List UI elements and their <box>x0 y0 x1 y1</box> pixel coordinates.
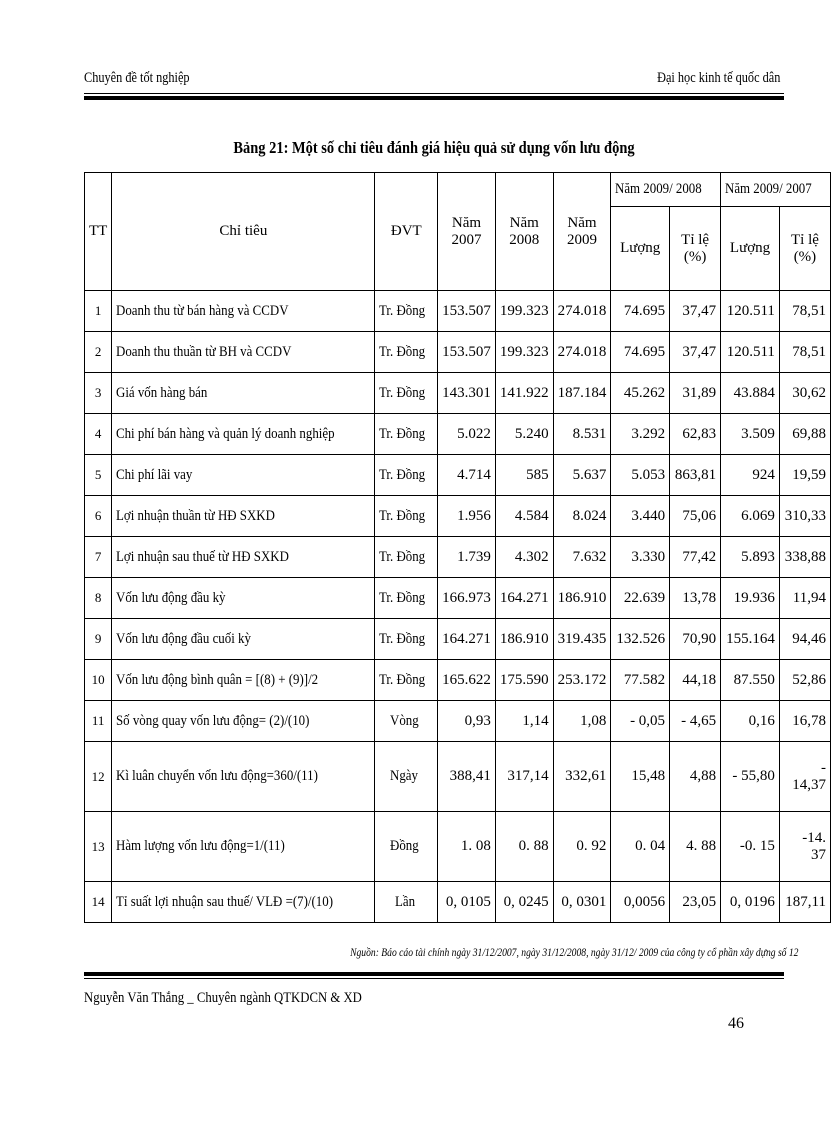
table-row <box>85 373 831 414</box>
cell-amount-1: 22.639 <box>611 578 670 619</box>
cell-2009: 7.632 <box>553 537 611 578</box>
cell-amount-1: 5.053 <box>611 455 670 496</box>
cell-unit: Tr. Đồng <box>375 660 438 701</box>
header-rule-thick <box>84 96 784 100</box>
cell-unit: Tr. Đồng <box>375 455 438 496</box>
cell-2009: 253.172 <box>553 660 611 701</box>
cell-2008: 0. 88 <box>495 812 553 882</box>
table-row <box>85 414 831 455</box>
cell-ratio-1: 75,06 <box>670 496 721 537</box>
cell-ratio-2: 30,62 <box>779 373 830 414</box>
cell-amount-1: 3.292 <box>611 414 670 455</box>
col-2009: Năm 2009 <box>553 173 611 291</box>
table-row <box>85 578 831 619</box>
cell-ratio-2: 338,88 <box>779 537 830 578</box>
cell-unit: Tr. Đồng <box>375 578 438 619</box>
cell-tt: 2 <box>85 332 112 373</box>
header-rule-thin <box>84 93 784 94</box>
col-group-2009-2008: Năm 2009/ 2008 <box>611 173 721 207</box>
cell-amount-1: 15,48 <box>611 742 670 812</box>
cell-ratio-2: 11,94 <box>779 578 830 619</box>
cell-2007: 388,41 <box>438 742 496 812</box>
cell-ratio-1: - 4,65 <box>670 701 721 742</box>
cell-indicator: Giá vốn hàng bán <box>112 373 375 414</box>
table-body <box>85 291 831 923</box>
col-ratio-1: Tỉ lệ (%) <box>670 207 721 291</box>
cell-ratio-2: - 14,37 <box>779 742 830 812</box>
col-group-2009-2007: Năm 2009/ 2007 <box>721 173 831 207</box>
cell-amount-1: - 0,05 <box>611 701 670 742</box>
cell-2009: 274.018 <box>553 291 611 332</box>
cell-ratio-2: 187,11 <box>779 882 830 923</box>
footer-rule-thick <box>84 972 784 976</box>
cell-indicator: Vốn lưu động đầu kỳ <box>112 578 375 619</box>
table-row <box>85 812 831 882</box>
cell-amount-2: 6.069 <box>721 496 780 537</box>
cell-unit: Tr. Đồng <box>375 619 438 660</box>
cell-2007: 1. 08 <box>438 812 496 882</box>
table-row <box>85 701 831 742</box>
cell-ratio-1: 62,83 <box>670 414 721 455</box>
col-2008: Năm 2008 <box>495 173 553 291</box>
table-row <box>85 496 831 537</box>
source-note: Nguồn: Báo cáo tài chính ngày 31/12/2007, ngày 31/12/2008, ngày 31/12/ 2009 của công ty cổ phần xây dựng số 12 <box>349 945 798 959</box>
cell-indicator: Lợi nhuận thuần từ HĐ SXKD <box>112 496 375 537</box>
table-title: Bảng 21: Một số chỉ tiêu đánh giá hiệu quả sử dụng vốn lưu động <box>233 138 635 157</box>
cell-amount-1: 3.330 <box>611 537 670 578</box>
cell-indicator: Lợi nhuận sau thuế từ HĐ SXKD <box>112 537 375 578</box>
cell-tt: 5 <box>85 455 112 496</box>
cell-2007: 165.622 <box>438 660 496 701</box>
cell-2009: 8.531 <box>553 414 611 455</box>
cell-amount-1: 0,0056 <box>611 882 670 923</box>
cell-2008: 4.302 <box>495 537 553 578</box>
cell-2008: 175.590 <box>495 660 553 701</box>
cell-2008: 141.922 <box>495 373 553 414</box>
cell-2007: 4.714 <box>438 455 496 496</box>
table-row <box>85 455 831 496</box>
cell-indicator: Kì luân chuyển vốn lưu động=360/(11) <box>112 742 375 812</box>
col-amount-1: Lượng <box>611 207 670 291</box>
cell-unit: Tr. Đồng <box>375 496 438 537</box>
cell-ratio-1: 4. 88 <box>670 812 721 882</box>
cell-unit: Ngày <box>375 742 438 812</box>
cell-unit: Tr. Đồng <box>375 537 438 578</box>
cell-amount-2: 924 <box>721 455 780 496</box>
cell-2009: 5.637 <box>553 455 611 496</box>
cell-amount-2: 5.893 <box>721 537 780 578</box>
cell-tt: 3 <box>85 373 112 414</box>
header-right: Đại học kinh tế quốc dân <box>656 70 780 86</box>
cell-ratio-1: 77,42 <box>670 537 721 578</box>
cell-2008: 0, 0245 <box>495 882 553 923</box>
cell-2008: 585 <box>495 455 553 496</box>
cell-tt: 4 <box>85 414 112 455</box>
cell-2008: 1,14 <box>495 701 553 742</box>
cell-ratio-1: 44,18 <box>670 660 721 701</box>
cell-ratio-1: 23,05 <box>670 882 721 923</box>
cell-amount-2: -0. 15 <box>721 812 780 882</box>
cell-tt: 11 <box>85 701 112 742</box>
cell-indicator: Doanh thu thuần từ BH và CCDV <box>112 332 375 373</box>
table-row <box>85 537 831 578</box>
cell-amount-2: 0,16 <box>721 701 780 742</box>
footer-rule-thin <box>84 978 784 979</box>
table-row <box>85 291 831 332</box>
cell-amount-2: 43.884 <box>721 373 780 414</box>
cell-2007: 153.507 <box>438 332 496 373</box>
cell-unit: Lần <box>375 882 438 923</box>
cell-2009: 8.024 <box>553 496 611 537</box>
cell-ratio-1: 70,90 <box>670 619 721 660</box>
cell-tt: 14 <box>85 882 112 923</box>
cell-ratio-1: 13,78 <box>670 578 721 619</box>
cell-2009: 186.910 <box>553 578 611 619</box>
col-2007: Năm 2007 <box>438 173 496 291</box>
cell-2009: 187.184 <box>553 373 611 414</box>
cell-amount-1: 132.526 <box>611 619 670 660</box>
cell-2007: 143.301 <box>438 373 496 414</box>
indicator-table <box>84 172 831 923</box>
cell-ratio-2: -14. 37 <box>779 812 830 882</box>
cell-2008: 4.584 <box>495 496 553 537</box>
cell-tt: 9 <box>85 619 112 660</box>
cell-unit: Tr. Đồng <box>375 373 438 414</box>
page-number: 46 <box>728 1015 744 1032</box>
cell-indicator: Số vòng quay vốn lưu động= (2)/(10) <box>112 701 375 742</box>
cell-amount-2: 3.509 <box>721 414 780 455</box>
header-left: Chuyên đề tốt nghiệp <box>84 70 190 86</box>
cell-amount-2: 155.164 <box>721 619 780 660</box>
col-tt: TT <box>85 173 112 291</box>
col-ratio-2: Tỉ lệ (%) <box>779 207 830 291</box>
cell-ratio-1: 37,47 <box>670 332 721 373</box>
cell-ratio-2: 78,51 <box>779 291 830 332</box>
cell-amount-1: 74.695 <box>611 291 670 332</box>
cell-2009: 0, 0301 <box>553 882 611 923</box>
cell-ratio-1: 37,47 <box>670 291 721 332</box>
col-unit: ĐVT <box>375 173 438 291</box>
cell-2009: 319.435 <box>553 619 611 660</box>
cell-unit: Đồng <box>375 812 438 882</box>
col-indicator: Chỉ tiêu <box>112 173 375 291</box>
cell-indicator: Chi phí lãi vay <box>112 455 375 496</box>
cell-2007: 153.507 <box>438 291 496 332</box>
cell-amount-1: 74.695 <box>611 332 670 373</box>
cell-2007: 0, 0105 <box>438 882 496 923</box>
cell-indicator: Doanh thu từ bán hàng và CCDV <box>112 291 375 332</box>
cell-indicator: Vốn lưu động bình quân = [(8) + (9)]/2 <box>112 660 375 701</box>
cell-unit: Vòng <box>375 701 438 742</box>
cell-ratio-1: 863,81 <box>670 455 721 496</box>
cell-2009: 0. 92 <box>553 812 611 882</box>
cell-amount-2: - 55,80 <box>721 742 780 812</box>
cell-tt: 8 <box>85 578 112 619</box>
cell-ratio-1: 4,88 <box>670 742 721 812</box>
cell-tt: 1 <box>85 291 112 332</box>
footer-author: Nguyễn Văn Thắng _ Chuyên ngành QTKDCN & XD <box>84 990 362 1006</box>
cell-ratio-2: 310,33 <box>779 496 830 537</box>
cell-ratio-2: 69,88 <box>779 414 830 455</box>
cell-2008: 5.240 <box>495 414 553 455</box>
cell-unit: Tr. Đồng <box>375 332 438 373</box>
cell-indicator: Vốn lưu động đầu cuối kỳ <box>112 619 375 660</box>
cell-indicator: Tỉ suất lợi nhuận sau thuế/ VLĐ =(7)/(10) <box>112 882 375 923</box>
table-row <box>85 742 831 812</box>
cell-ratio-2: 78,51 <box>779 332 830 373</box>
table-row <box>85 882 831 923</box>
cell-2009: 274.018 <box>553 332 611 373</box>
table-row <box>85 332 831 373</box>
cell-2007: 166.973 <box>438 578 496 619</box>
cell-ratio-2: 16,78 <box>779 701 830 742</box>
cell-2008: 199.323 <box>495 291 553 332</box>
cell-tt: 12 <box>85 742 112 812</box>
cell-unit: Tr. Đồng <box>375 291 438 332</box>
cell-amount-1: 45.262 <box>611 373 670 414</box>
cell-unit: Tr. Đồng <box>375 414 438 455</box>
cell-ratio-2: 94,46 <box>779 619 830 660</box>
cell-amount-1: 0. 04 <box>611 812 670 882</box>
cell-tt: 10 <box>85 660 112 701</box>
cell-2007: 0,93 <box>438 701 496 742</box>
cell-ratio-1: 31,89 <box>670 373 721 414</box>
cell-2007: 5.022 <box>438 414 496 455</box>
cell-2007: 1.739 <box>438 537 496 578</box>
cell-amount-2: 19.936 <box>721 578 780 619</box>
cell-amount-1: 77.582 <box>611 660 670 701</box>
cell-2009: 1,08 <box>553 701 611 742</box>
cell-indicator: Chi phí bán hàng và quản lý doanh nghiệp <box>112 414 375 455</box>
cell-2008: 199.323 <box>495 332 553 373</box>
table-row <box>85 660 831 701</box>
table-row <box>85 619 831 660</box>
cell-amount-2: 120.511 <box>721 291 780 332</box>
cell-2007: 1.956 <box>438 496 496 537</box>
cell-2007: 164.271 <box>438 619 496 660</box>
cell-ratio-2: 52,86 <box>779 660 830 701</box>
cell-tt: 7 <box>85 537 112 578</box>
cell-2008: 164.271 <box>495 578 553 619</box>
cell-2008: 317,14 <box>495 742 553 812</box>
cell-amount-2: 120.511 <box>721 332 780 373</box>
col-amount-2: Lượng <box>721 207 780 291</box>
cell-amount-2: 0, 0196 <box>721 882 780 923</box>
cell-2008: 186.910 <box>495 619 553 660</box>
cell-tt: 13 <box>85 812 112 882</box>
cell-2009: 332,61 <box>553 742 611 812</box>
cell-amount-2: 87.550 <box>721 660 780 701</box>
cell-indicator: Hàm lượng vốn lưu động=1/(11) <box>112 812 375 882</box>
cell-amount-1: 3.440 <box>611 496 670 537</box>
cell-tt: 6 <box>85 496 112 537</box>
cell-ratio-2: 19,59 <box>779 455 830 496</box>
